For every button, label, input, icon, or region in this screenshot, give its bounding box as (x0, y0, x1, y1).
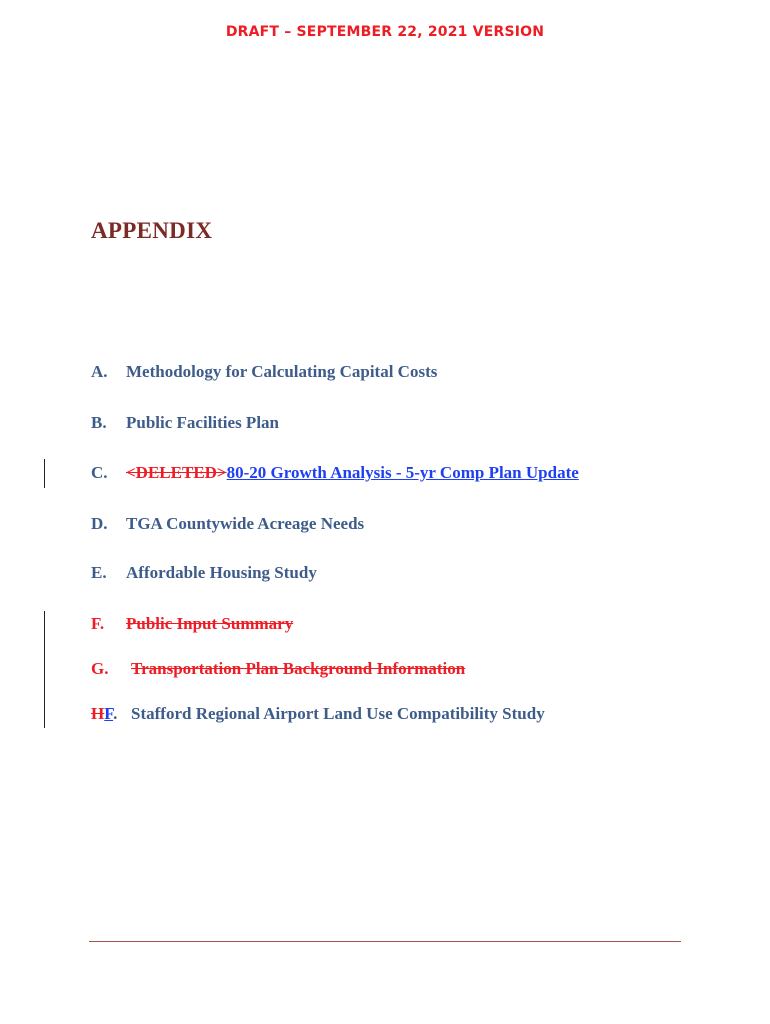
item-letter: C. (91, 463, 108, 482)
footer-divider (89, 941, 681, 942)
appendix-item-b (91, 413, 279, 433)
appendix-item-c (91, 463, 579, 483)
item-text: Stafford Regional Airport Land Use Compatibility Study (131, 704, 545, 723)
inserted-letter: F (104, 704, 114, 723)
item-text: Affordable Housing Study (126, 563, 317, 582)
item-letter: A. (91, 362, 108, 381)
appendix-item-a (91, 362, 437, 382)
appendix-item-h (91, 704, 545, 724)
item-text: TGA Countywide Acreage Needs (126, 514, 365, 533)
item-text: Transportation Plan Background Information (131, 659, 466, 678)
change-bar-c (44, 459, 45, 488)
inserted-text: 80-20 Growth Analysis - 5-yr Comp Plan Update (226, 463, 579, 482)
deleted-text: <DELETED> (126, 463, 227, 482)
item-text: Public Facilities Plan (126, 413, 279, 432)
item-letter: B. (91, 413, 107, 432)
deleted-letter: H (91, 704, 105, 723)
appendix-item-e (91, 563, 317, 583)
item-text: Methodology for Calculating Capital Costs (126, 362, 438, 381)
item-letter: D. (91, 514, 108, 533)
letter-suffix: . (113, 704, 118, 723)
appendix-item-g-deleted (91, 659, 465, 679)
item-text: Public Input Summary (126, 614, 294, 633)
appendix-item-f-deleted (91, 614, 293, 634)
item-letter (91, 704, 131, 724)
change-bar-f-h (44, 611, 45, 728)
draft-version-header: DRAFT – SEPTEMBER 22, 2021 VERSION (225, 24, 545, 40)
item-letter: F. (91, 614, 105, 633)
appendix-item-d (91, 514, 364, 534)
item-letter: G. (91, 659, 109, 678)
item-letter: E. (91, 563, 107, 582)
page-title: APPENDIX (91, 218, 213, 243)
